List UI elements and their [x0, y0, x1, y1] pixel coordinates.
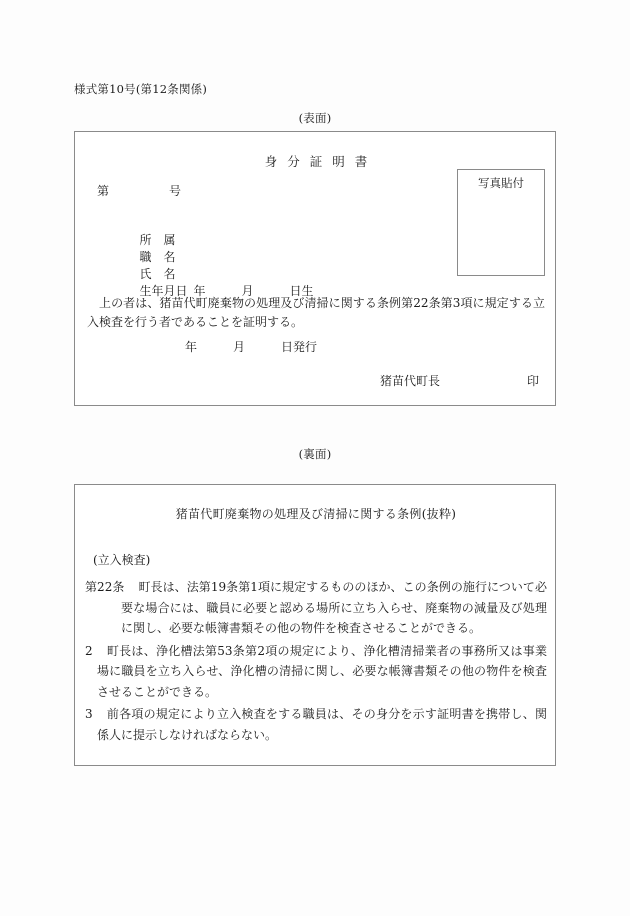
- issue-date-line: 年 月 日発行: [185, 340, 318, 354]
- ordinance-back-card: [74, 484, 556, 766]
- clause-number: 第22条: [85, 580, 125, 594]
- form-id-label: 様式第10号(第12条関係): [74, 82, 208, 96]
- clause-number: 3: [85, 707, 93, 721]
- field-row-affiliation: [109, 215, 314, 247]
- back-side-caption: (裏面): [298, 447, 332, 461]
- photo-attachment-box: [457, 169, 545, 276]
- clause-text: 町長は、法第19条第1項に規定するもののほか、この条例の施行について必要な場合には、職員に必要と認める場所に立ち入らせ、廃棄物の減量及び処理に関し、必要な帳簿書類その他の物件を検査させることができる。: [121, 580, 547, 635]
- certificate-field-list: [109, 215, 314, 298]
- field-label-birthdate: 生年月日: [139, 284, 188, 298]
- certificate-number-field: 第 号: [97, 184, 182, 198]
- certification-statement: 上の者は、猪苗代町廃棄物の処理及び清掃に関する条例第22条第3項に規定する立入検査を行う者であることを証明する。: [87, 296, 545, 329]
- seal-mark: 印: [526, 374, 539, 388]
- certificate-front-card: [74, 131, 556, 406]
- ordinance-clause: [85, 704, 547, 745]
- field-label-affiliation: 所 属: [139, 233, 176, 247]
- certificate-title: 身分証明書: [264, 154, 378, 169]
- photo-attachment-label: 写真貼付: [478, 176, 524, 190]
- ordinance-clause: [85, 641, 547, 703]
- field-value-birthdate: 年 月 日生: [193, 284, 314, 298]
- field-label-name: 氏 名: [139, 267, 176, 281]
- ordinance-title: 猪苗代町廃棄物の処理及び清掃に関する条例(抜粋): [175, 507, 457, 521]
- field-label-job-title: 職 名: [139, 250, 176, 264]
- ordinance-clause: [85, 577, 547, 639]
- ordinance-clause-list: [85, 577, 547, 747]
- clause-text: 町長は、浄化槽法第53条第2項の規定により、浄化槽清掃業者の事務所又は事業場に職員を立ち入らせ、浄化槽の清掃に関し、必要な帳簿書類その他の物件を検査させることができる。: [97, 643, 547, 699]
- clause-text: 前各項の規定により立入検査をする職員は、その身分を示す証明書を携帯し、関係人に提示しなければならない。: [97, 707, 547, 742]
- issuer-name: 猪苗代町長: [380, 374, 441, 388]
- front-side-caption: (表面): [298, 111, 332, 125]
- clause-number: 2: [85, 643, 93, 658]
- ordinance-section-heading: (立入検査): [93, 553, 151, 567]
